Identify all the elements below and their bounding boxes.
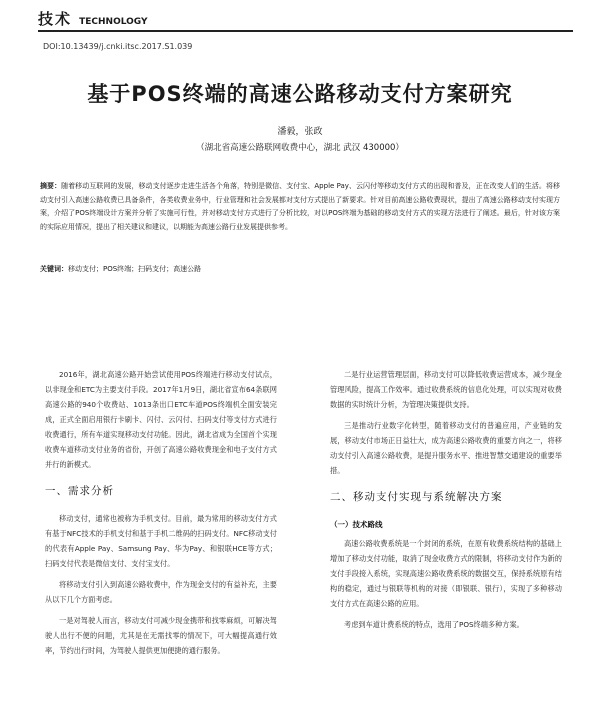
paragraph: 三是推动行业数字化转型，随着移动支付的普遍应用，产业链的发展，移动支付市场正日益壮大，成为高速公路收费的重要方向之一，将移动支付引入高速公路收费，是提升服务水平、推进智慧交通建设的重要举措。	[330, 421, 562, 475]
body-column-left	[45, 367, 277, 664]
abstract-label: 摘要：	[40, 182, 62, 190]
body-column-right	[330, 367, 562, 638]
abstract-text: 随着移动互联网的发展，移动支付逐步走进生活各个角落，特别是微信、支付宝、Apple Pay、云闪付等移动支付方式的出现和普及，正在改变人们的生活。将移动支付引入高速公路收费已具备条件，各类收费业务中，行业管理和社会发展都对支付方式提出了新要求。针对目前高速公路收费现状，提出了高速公路移动支付实现方案，介绍了POS终端设计方案并分析了实施可行性，并对移动支付方式进行了分析比较，对以POS终端为基础的移动支付方式的实现方法进行了阐述。最后，针对该方案的实际应用情况，提出了相关建议和建议，以期能为高速公路行业发展提供参考。	[40, 182, 560, 231]
section-heading: 一、需求分析	[45, 485, 114, 497]
section-heading: 二、移动支付实现与系统解决方案	[330, 491, 503, 503]
section-label: 技术	[38, 10, 73, 28]
header-divider	[38, 30, 573, 32]
paragraph: 2016年，湖北高速公路开始尝试使用POS终端进行移动支付试点，以非现金和ETC为主要支付手段。2017年1月9日，湖北省宣布64条联网高速公路的940个收费站、1013条出口ETC车道POS终端机全面安装完成，正式全面启用银行卡刷卡、闪付、云闪付、扫码支付等支付方式进行收费通行，所有车道实现移动支付功能。因此，湖北省成为全国首个实现收费车道移动支付业务的省份，开创了高速公路收费现金和电子支付方式并行的新模式。	[45, 370, 277, 469]
paragraph: 二是行业运营管理层面，移动支付可以降低收费运营成本，减少现金管理风险，提高工作效率。通过收费系统的信息化处理，可以实现对收费数据的实时统计分析，为管理决策提供支持。	[330, 370, 562, 409]
paragraph: 将移动支付引入到高速公路收费中，作为现金支付的有益补充，主要从以下几个方面考虑。	[45, 580, 277, 604]
abstract	[40, 180, 560, 234]
subsection-heading: （一）技术路线	[330, 520, 383, 529]
authors: 潘毅，张政	[277, 127, 323, 137]
keywords	[40, 264, 560, 274]
affiliation: （湖北省高速公路联网收费中心，湖北 武汉 430000）	[196, 143, 404, 153]
keywords-label: 关键词：	[40, 265, 68, 273]
section-label-en: TECHNOLOGY	[79, 17, 148, 27]
paragraph: 移动支付，通常也被称为手机支付。目前，最为常用的移动支付方式有基于NFC技术的手机支付和基于手机二维码的扫码支付。NFC移动支付的代表有Apple Pay、Samsung Pay、华为Pay、和银联HCE等方式；扫码支付代表是微信支付、支付宝支付。	[45, 514, 277, 568]
journal-header	[38, 8, 148, 30]
keywords-text: 移动支付；POS终端；扫码支付；高速公路	[68, 265, 202, 273]
paragraph: 高速公路收费系统是一个封闭的系统，在原有收费系统结构的基础上增加了移动支付功能，取消了现金收费方式的限制，将移动支付作为新的支付手段接入系统，实现高速公路收费系统的数据交互，保持系统原有结构的稳定，通过与银联等机构的对接（即银联、银行），实现了多种移动支付方式在高速公路的应用。	[330, 539, 562, 608]
paragraph: 考虑到车道计费系统的特点，选用了POS终端多种方案。	[344, 620, 524, 629]
paper-title: 基于POS终端的高速公路移动支付方案研究	[87, 82, 513, 106]
doi: DOI:10.13439/j.cnki.itsc.2017.S1.039	[43, 42, 193, 51]
paragraph: 一是对驾驶人而言，移动支付可减少现金携带和找零麻烦，可解决驾驶人出行不便的问题，尤其是在无需找零的情况下，可大幅提高通行效率，节约出行时间，为驾驶人提供更加便捷的通行服务。	[45, 616, 277, 655]
